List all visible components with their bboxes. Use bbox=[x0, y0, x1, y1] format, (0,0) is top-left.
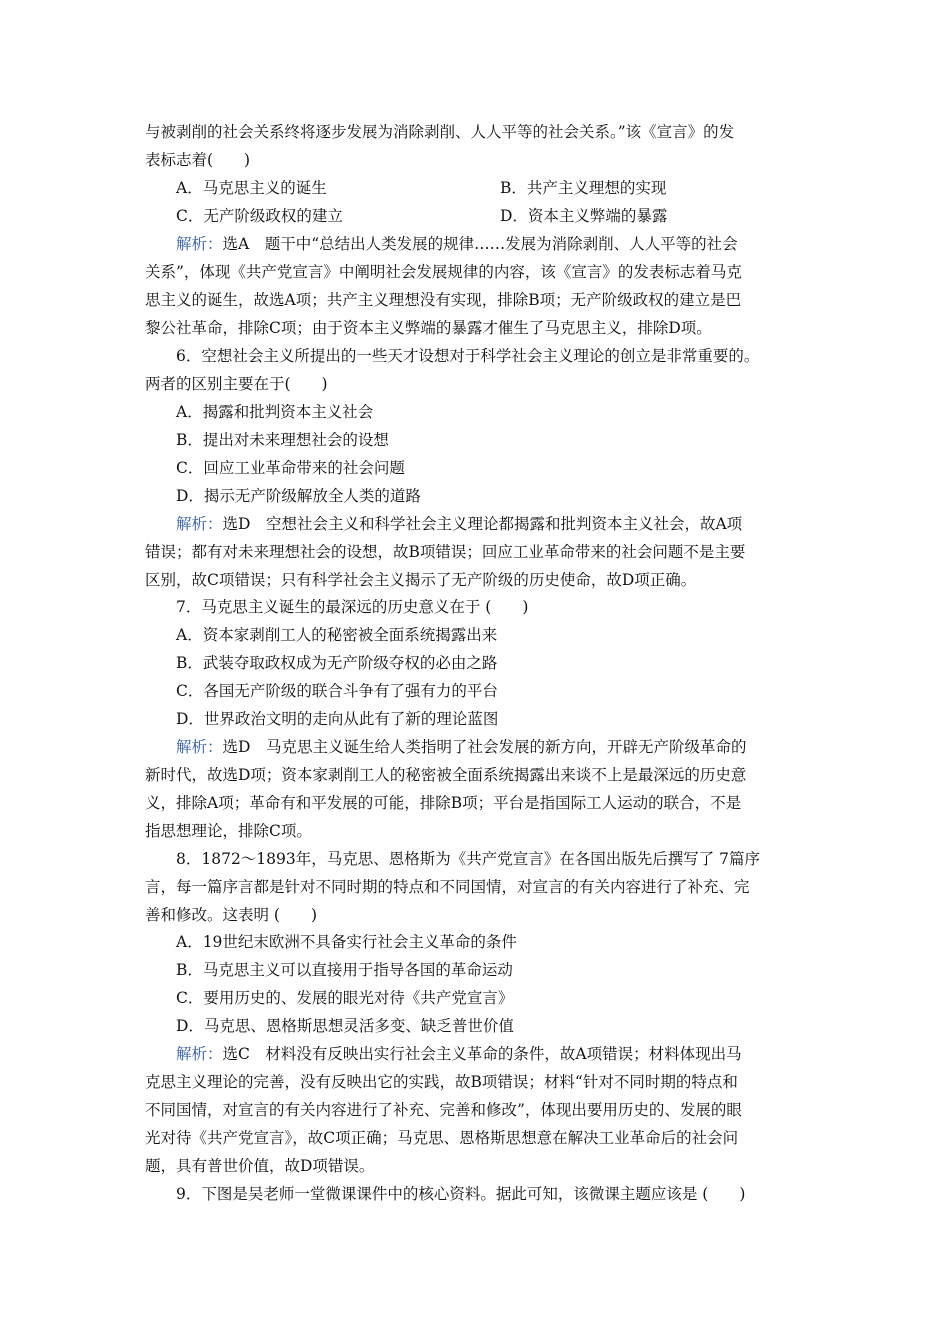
q6-analysis-text: 选D 空想社会主义和科学社会主义理论都揭露和批判资本主义社会，故A项 bbox=[222, 515, 743, 533]
q9-stem-line-1: 9．下图是吴老师一堂微课课件中的核心资料。据此可知，该微课主题应该是 ( ) bbox=[176, 1185, 746, 1203]
q8-analysis-line-2: 克思主义理论的完善，没有反映出它的实践，故B项错误；材料“针对不同时期的特点和 bbox=[145, 1073, 738, 1091]
q8-option-d: D．马克思、恩格斯思想灵活多变、缺乏普世价值 bbox=[176, 1017, 514, 1035]
q7-option-c: C．各国无产阶级的联合斗争有了强有力的平台 bbox=[176, 682, 498, 700]
q5-option-d: D．资本主义弊端的暴露 bbox=[500, 207, 668, 225]
analysis-label: 解析： bbox=[176, 515, 223, 533]
q5-analysis-text: 选A 题干中“总结出人类发展的规律……发展为消除剥削、人人平等的社会 bbox=[222, 235, 738, 253]
q5-analysis-line-1 bbox=[176, 234, 738, 254]
q8-analysis-line-1 bbox=[176, 1044, 742, 1064]
q8-option-a: A．19世纪末欧洲不具备实行社会主义革命的条件 bbox=[176, 933, 517, 951]
q5-analysis-line-2: 关系”，体现《共产党宣言》中阐明社会发展规律的内容，该《宣言》的发表标志着马克 bbox=[145, 263, 742, 281]
q6-option-c: C．回应工业革命带来的社会问题 bbox=[176, 459, 405, 477]
q7-option-d: D．世界政治文明的走向从此有了新的理论蓝图 bbox=[176, 710, 499, 728]
q7-option-b: B．武装夺取政权成为无产阶级夺权的必由之路 bbox=[176, 654, 498, 672]
analysis-label: 解析： bbox=[176, 235, 223, 253]
q6-analysis-line-1 bbox=[176, 514, 742, 534]
q6-stem-line-2: 两者的区别主要在于( ) bbox=[145, 375, 328, 393]
q5-analysis-line-4: 黎公社革命，排除C项；由于资本主义弊端的暴露才催生了马克思主义，排除D项。 bbox=[145, 319, 712, 337]
q7-analysis-text: 选D 马克思主义诞生给人类指明了社会发展的新方向，开辟无产阶级革命的 bbox=[222, 738, 747, 756]
q7-option-a: A．资本家剥削工人的秘密被全面系统揭露出来 bbox=[176, 626, 498, 644]
analysis-label: 解析： bbox=[176, 1045, 223, 1063]
q6-option-a: A．揭露和批判资本主义社会 bbox=[176, 403, 374, 421]
q7-analysis-line-3: 义，排除A项；革命有和平发展的可能，排除B项；平台是指国际工人运动的联合，不是 bbox=[145, 794, 742, 812]
q8-option-b: B．马克思主义可以直接用于指导各国的革命运动 bbox=[176, 961, 513, 979]
q6-analysis-line-3: 区别，故C项错误；只有科学社会主义揭示了无产阶级的历史使命，故D项正确。 bbox=[145, 571, 697, 589]
q7-analysis-line-4: 指思想理论，排除C项。 bbox=[145, 822, 312, 840]
q5-option-b: B．共产主义理想的实现 bbox=[500, 179, 667, 197]
q8-analysis-line-3: 不同国情，对宣言的有关内容进行了补充、完善和修改”，体现出要用历史的、发展的眼 bbox=[145, 1101, 742, 1119]
q8-stem-line-2: 言，每一篇序言都是针对不同时期的特点和不同国情，对宣言的有关内容进行了补充、完 bbox=[145, 878, 750, 896]
q5-option-a: A．马克思主义的诞生 bbox=[176, 179, 327, 197]
q8-analysis-text: 选C 材料没有反映出实行社会主义革命的条件，故A项错误；材料体现出马 bbox=[222, 1045, 742, 1063]
q8-analysis-line-5: 题，具有普世价值，故D项错误。 bbox=[145, 1157, 375, 1175]
q7-stem-line-1: 7．马克思主义诞生的最深远的历史意义在于 ( ) bbox=[176, 598, 529, 616]
q5-stem-line-2: 表标志着( ) bbox=[145, 151, 251, 169]
q8-analysis-line-4: 光对待《共产党宣言》，故C项正确；马克思、恩格斯思想意在解决工业革命后的社会问 bbox=[145, 1129, 739, 1147]
q8-stem-line-3: 善和修改。这表明 ( ) bbox=[145, 906, 318, 924]
analysis-label: 解析： bbox=[176, 738, 223, 756]
q6-option-d: D．揭示无产阶级解放全人类的道路 bbox=[176, 487, 421, 505]
q8-option-c: C．要用历史的、发展的眼光对待《共产党宣言》 bbox=[176, 989, 514, 1007]
q8-stem-line-1: 8．1872～1893年，马克思、恩格斯为《共产党宣言》在各国出版先后撰写了 7篇序 bbox=[176, 850, 761, 868]
q5-stem-line-1: 与被剥削的社会关系终将逐步发展为消除剥削、人人平等的社会关系。”该《宣言》的发 bbox=[145, 123, 735, 141]
q5-analysis-line-3: 思主义的诞生，故选A项；共产主义理想没有实现，排除B项；无产阶级政权的建立是巴 bbox=[145, 291, 742, 309]
q5-option-c: C．无产阶级政权的建立 bbox=[176, 207, 343, 225]
q6-analysis-line-2: 错误；都有对未来理想社会的设想，故B项错误；回应工业革命带来的社会问题不是主要 bbox=[145, 543, 746, 561]
q7-analysis-line-1 bbox=[176, 737, 746, 757]
q7-analysis-line-2: 新时代，故选D项；资本家剥削工人的秘密被全面系统揭露出来谈不上是最深远的历史意 bbox=[145, 766, 747, 784]
q6-stem-line-1: 6．空想社会主义所提出的一些天才设想对于科学社会主义理论的创立是非常重要的。 bbox=[176, 347, 760, 365]
q6-option-b: B．提出对未来理想社会的设想 bbox=[176, 431, 389, 449]
